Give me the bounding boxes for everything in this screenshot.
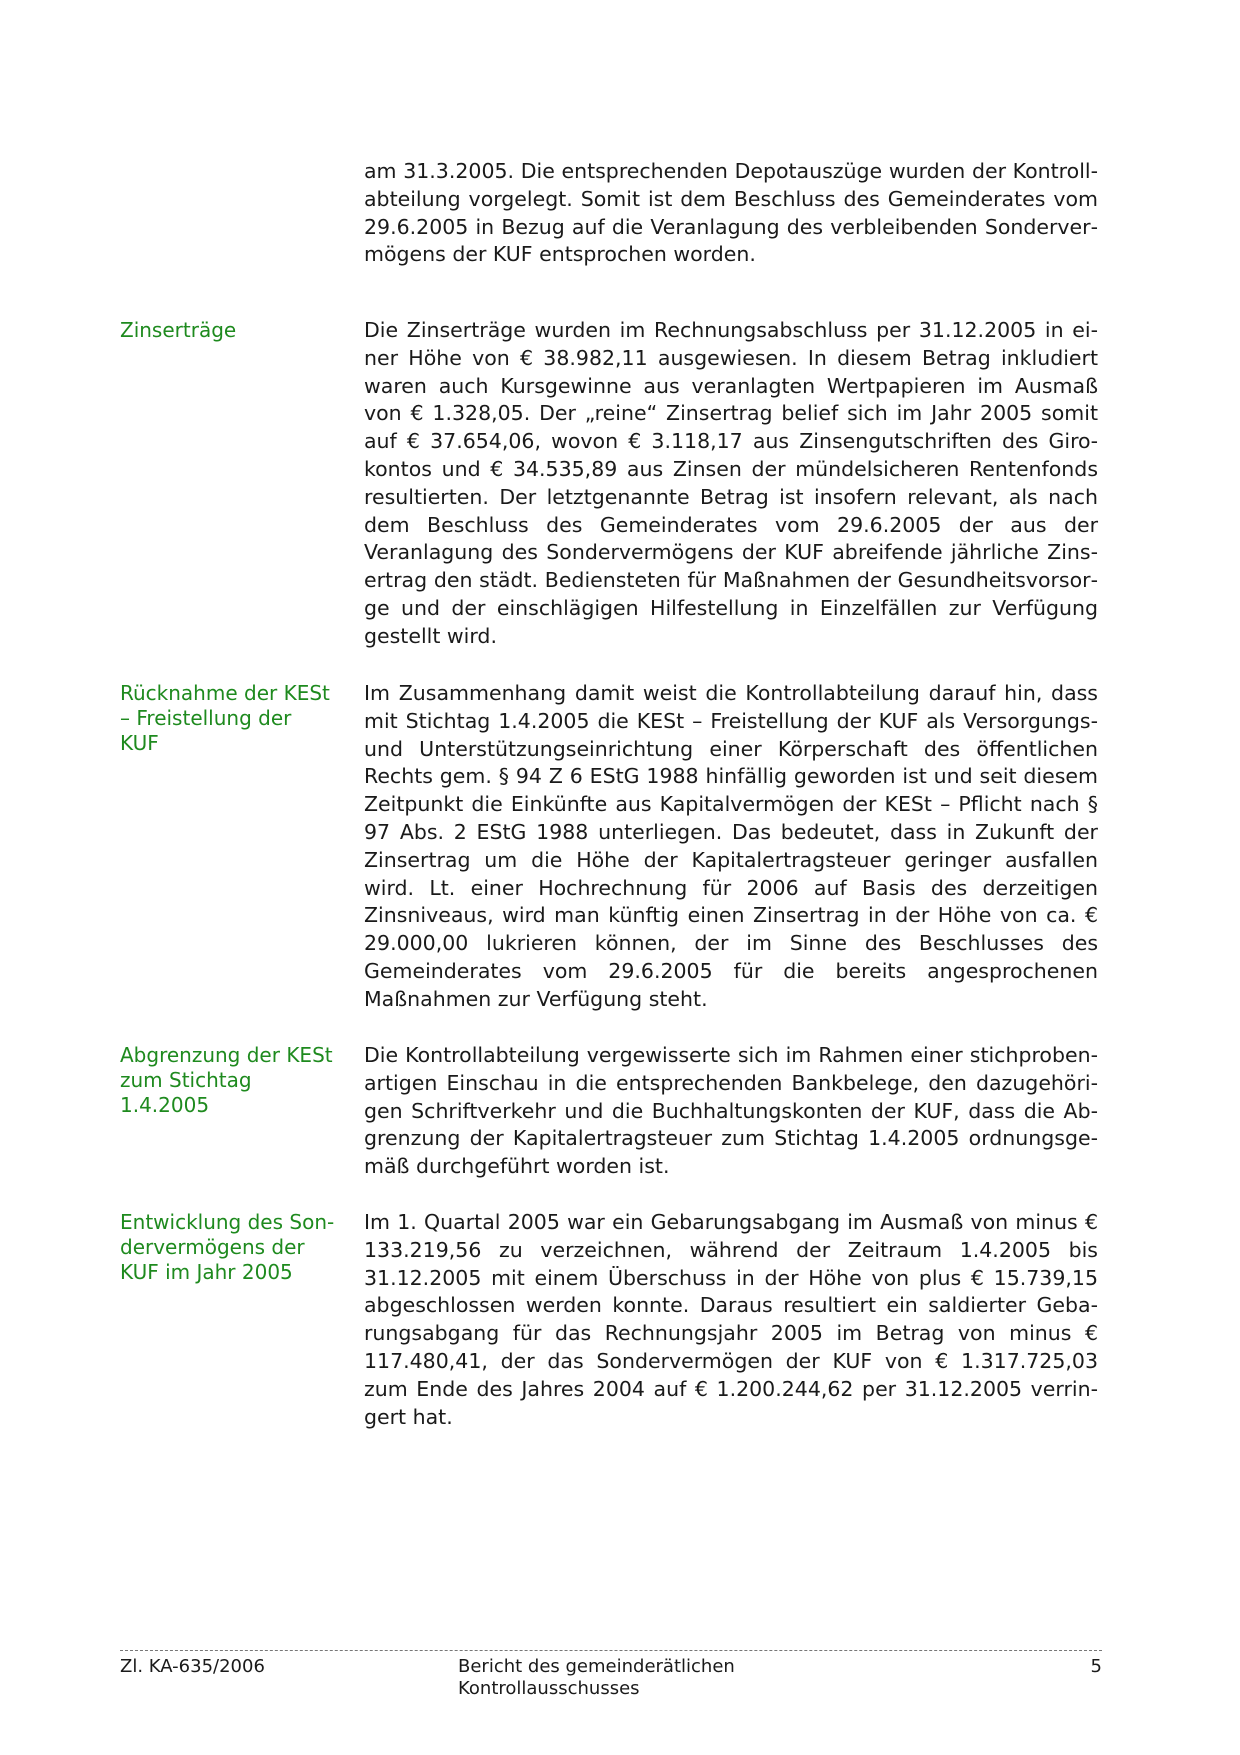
paragraph-text: Im 1. Quartal 2005 war ein Gebarungsabgang im Ausmaß von minus € 133.219,56 zu verzeichnen, während der Zeitraum 1.4.2005 bis 31.12.2005 mit einem Überschuss in der Höhe von plus € 15.739,15 abgeschlossen werden konnte. Daraus resultiert ein saldierter Gebarungsabgang für das Rechnungsjahr 2005 im Betrag von minus € 117.480,41, der das Sondervermögen der KUF von € 1.317.725,03 zum Ende des Jahres 2004 auf € 1.200.244,62 per 31.12.2005 verringert hat. [364,1210,1098,1429]
margin-heading: Zinserträge [120,318,237,342]
paragraph-text: am 31.3.2005. Die entsprechenden Depotauszüge wurden der Kontrollabteilung vorgelegt. Somit ist dem Beschluss des Gemeinderates vom 29.6.2005 in Bezug auf die Veranlagung des verbleibenden Sondervermögens der KUF entsprochen worden. [364,159,1098,267]
paragraph-text: Im Zusammenhang damit weist die Kontrollabteilung darauf hin, dass mit Stichtag 1.4.2005 die KESt – Freistellung der KUF als Versorgungs- und Unterstützungseinrichtung einer Körperschaft des öffentlichen Rechts gem. § 94 Z 6 EStG 1988 hinfällig geworden ist und seit diesem Zeitpunkt die Einkünfte aus Kapitalvermögen der KESt – Pflicht nach § 97 Abs. 2 EStG 1988 unterliegen. Das bedeutet, dass in Zukunft der Zinsertrag um die Höhe der Kapitalertragsteuer geringer ausfallen wird. Lt. einer Hochrechnung für 2006 auf Basis des derzeitigen Zinsniveaus, wird man künftig einen Zinsertrag in der Höhe von ca. € 29.000,00 lukrieren können, der im Sinne des Beschlusses des Gemeinderates vom 29.6.2005 für die bereits angesprochenen Maßnahmen zur Verfügung steht. [364,681,1098,1011]
margin-heading: Entwicklung des Sondervermögens der KUF im Jahr 2005 [120,1210,335,1284]
footer-reference: Zl. KA-635/2006 [120,1656,265,1677]
paragraph-text: Die Zinserträge wurden im Rechnungsabschluss per 31.12.2005 in einer Höhe von € 38.982,11 ausgewiesen. In diesem Betrag inkludiert waren auch Kursgewinne aus veranlagten Wertpapieren im Ausmaß von € 1.328,05. Der „reine“ Zinsertrag belief sich im Jahr 2005 somit auf € 37.654,06, wovon € 3.118,17 aus Zinsengutschriften des Girokontos und € 34.535,89 aus Zinsen der mündelsicheren Rentenfonds resultierten. Der letztgenannte Betrag ist insofern relevant, als nach dem Beschluss des Gemeinderates vom 29.6.2005 der aus der Veranlagung des Sondervermögens der KUF abreifende jährliche Zinsertrag den städt. Bediensteten für Maßnahmen der Gesundheitsvorsorge und der einschlägigen Hilfestellung in Einzelfällen zur Verfügung gestellt wird. [364,318,1098,648]
footer-divider [120,1650,1102,1651]
margin-heading: Abgrenzung der KESt zum Stichtag 1.4.2005 [120,1043,333,1117]
margin-heading: Rücknahme der KESt – Freistellung der KUF [120,681,330,755]
footer-title: Bericht des gemeinderätlichen Kontrollausschusses [458,1656,735,1699]
paragraph-text: Die Kontrollabteilung vergewisserte sich im Rahmen einer stichprobenartigen Einschau in die entsprechenden Bankbelege, den dazugehörigen Schriftverkehr und die Buchhaltungskonten der KUF, dass die Abgrenzung der Kapitalertragsteuer zum Stichtag 1.4.2005 ordnungsgemäß durchgeführt worden ist. [364,1043,1098,1179]
page-number: 5 [1090,1656,1102,1677]
